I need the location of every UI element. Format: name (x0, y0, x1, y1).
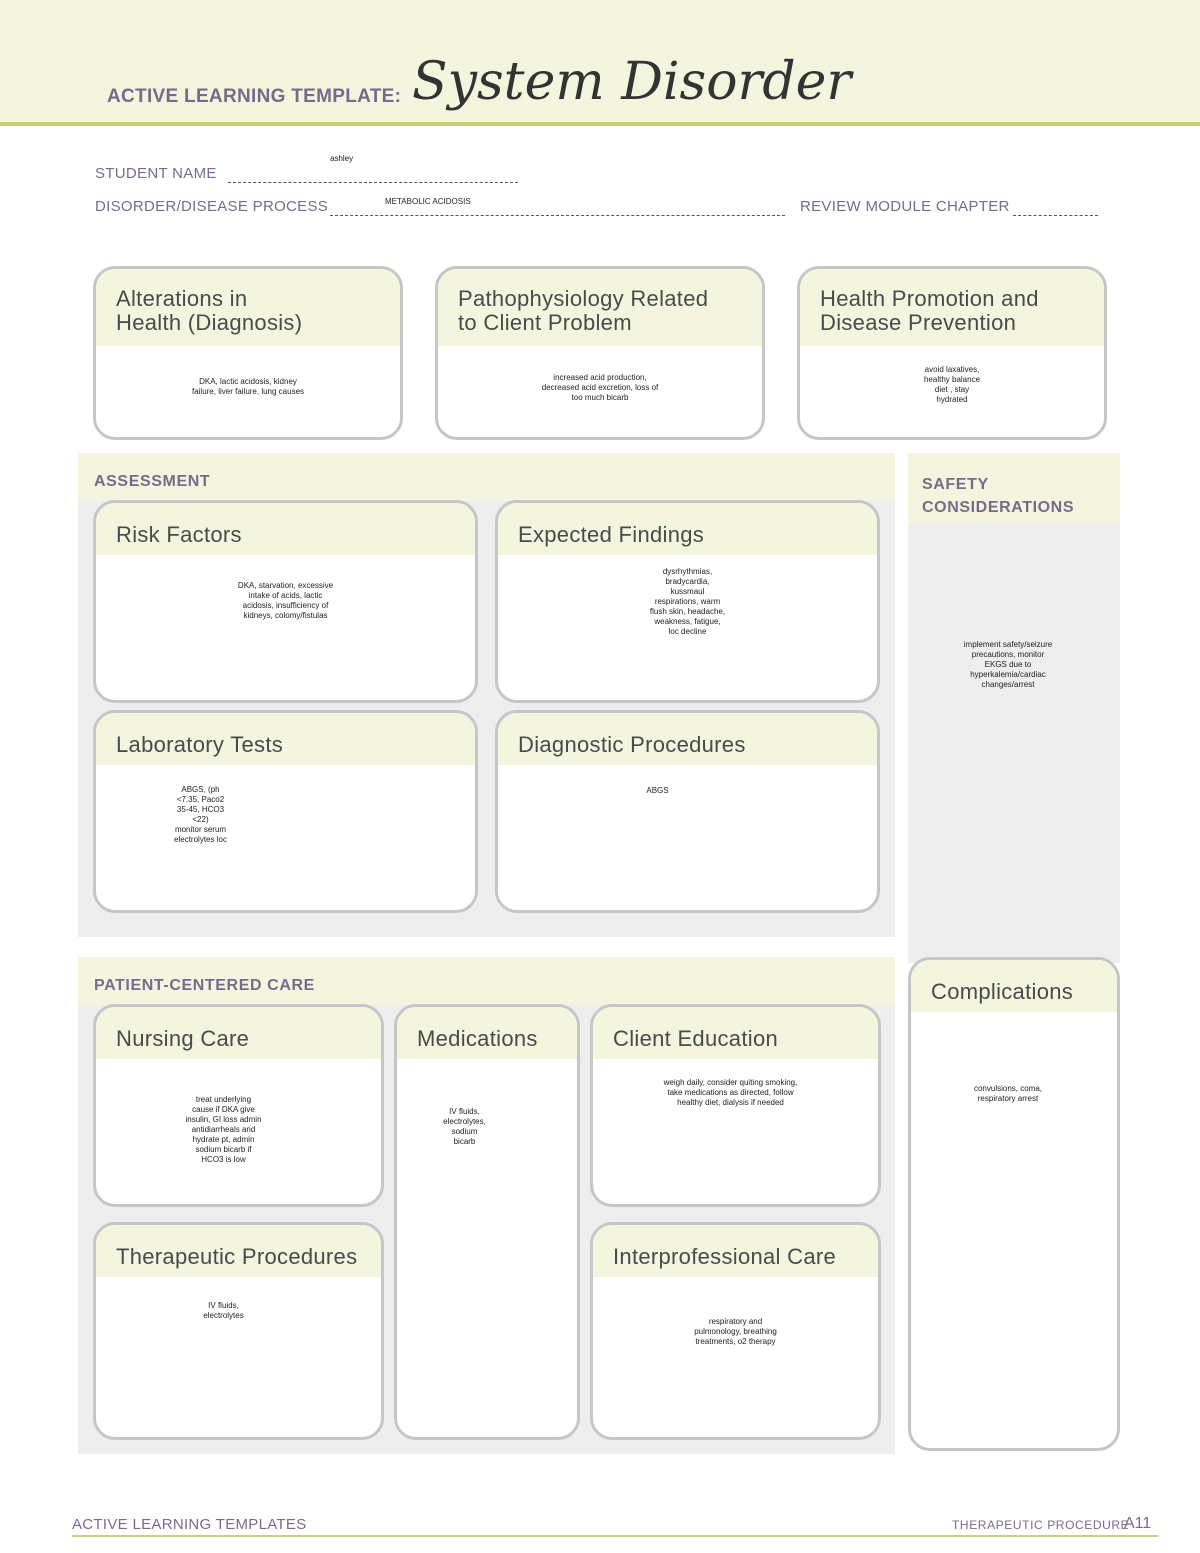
interprofessional-care-card (590, 1222, 881, 1440)
laboratory-tests-body[interactable]: ABGS, (ph <7.35, Paco2 35-45, HCO3 <22) monitor serum electrolytes loc (174, 785, 227, 844)
complications-title: Complications (911, 960, 1117, 1012)
medications-card (394, 1004, 580, 1440)
expected-findings-card (495, 500, 880, 703)
disorder-label: DISORDER/DISEASE PROCESS (95, 198, 329, 215)
diagnostic-procedures-card (495, 710, 880, 913)
template-label: ACTIVE LEARNING TEMPLATE: (107, 86, 402, 107)
footer-rule (72, 1535, 1158, 1537)
student-name-value: ashley (330, 154, 354, 163)
pathophysiology-body[interactable]: increased acid production, decreased acid excretion, loss of too much bicarb (541, 373, 659, 402)
patient-care-title: PATIENT-CENTERED CARE (94, 977, 315, 994)
pathophysiology-card (435, 266, 765, 440)
nursing-care-body[interactable]: treat underlying cause if DKA give insulin, GI loss admin antidiarrheals and hydrate pt, admin sodium bicarb if HCO3 is low (185, 1095, 262, 1164)
therapeutic-procedures-card (93, 1222, 384, 1440)
medications-title: Medications (397, 1007, 577, 1059)
footer-left: ACTIVE LEARNING TEMPLATES (72, 1516, 307, 1533)
review-module-line[interactable] (1013, 199, 1098, 216)
client-education-body[interactable]: weigh daily, consider quiting smoking, take medications as directed, follow healthy diet, dialysis if needed (663, 1078, 798, 1107)
student-name-line[interactable] (228, 166, 518, 183)
safety-title: SAFETY CONSIDERATIONS (922, 476, 1075, 516)
health-promotion-body[interactable]: avoid laxatives, healthy balance diet , stay hydrated (923, 365, 981, 404)
alterations-card (93, 266, 403, 440)
safety-body[interactable]: implement safety/seizure precautions, monitor EKGS due to hyperkalemia/cardiac changes/arrest (963, 640, 1053, 689)
therapeutic-procedures-title: Therapeutic Procedures (96, 1225, 381, 1277)
health-promotion-card (797, 266, 1107, 440)
laboratory-tests-title: Laboratory Tests (96, 713, 475, 765)
alterations-title: Alterations in Health (Diagnosis) (96, 269, 400, 346)
therapeutic-procedures-body[interactable]: IV fluids, electrolytes (203, 1301, 244, 1320)
risk-factors-body[interactable]: DKA, starvation, excessive intake of acids, lactic acidosis, insufficiency of kidneys, colomy/fistulas (237, 581, 334, 620)
client-education-title: Client Education (593, 1007, 878, 1059)
complications-body[interactable]: convulsions, coma, respiratory arrest (973, 1084, 1043, 1103)
student-name-label: STUDENT NAME (95, 165, 217, 182)
risk-factors-title: Risk Factors (96, 503, 475, 555)
safety-panel (908, 453, 1120, 963)
medications-body[interactable]: IV fluids, electrolytes, sodium bicarb (443, 1107, 486, 1146)
assessment-title: ASSESSMENT (94, 473, 211, 490)
complications-card (908, 957, 1120, 1451)
health-promotion-title: Health Promotion and Disease Prevention (800, 269, 1104, 346)
expected-findings-body[interactable]: dysrhythmias, bradycardia, kussmaul respirations, warm flush skin, headache, weakness, fatigue, loc decline (649, 567, 726, 636)
pathophysiology-title: Pathophysiology Related to Client Problem (438, 269, 762, 346)
interprofessional-care-title: Interprofessional Care (593, 1225, 878, 1277)
footer-right: THERAPEUTIC PROCEDURE (952, 1518, 1130, 1532)
review-module-label: REVIEW MODULE CHAPTER (800, 198, 1010, 215)
laboratory-tests-card (93, 710, 478, 913)
diagnostic-procedures-title: Diagnostic Procedures (498, 713, 877, 765)
expected-findings-title: Expected Findings (498, 503, 877, 555)
diagnostic-procedures-body[interactable]: ABGS (646, 786, 669, 795)
footer-page-number: A11 (1124, 1515, 1152, 1532)
client-education-card (590, 1004, 881, 1207)
disorder-value: METABOLIC ACIDOSIS (385, 197, 471, 206)
nursing-care-card (93, 1004, 384, 1207)
alterations-body[interactable]: DKA, lactic acidosis, kidney failure, liver failure, lung causes (191, 377, 305, 396)
interprofessional-care-body[interactable]: respiratory and pulmonology, breathing treatments, o2 therapy (694, 1317, 777, 1346)
header-rule (0, 122, 1200, 126)
risk-factors-card (93, 500, 478, 703)
template-title: System Disorder (412, 52, 852, 112)
nursing-care-title: Nursing Care (96, 1007, 381, 1059)
